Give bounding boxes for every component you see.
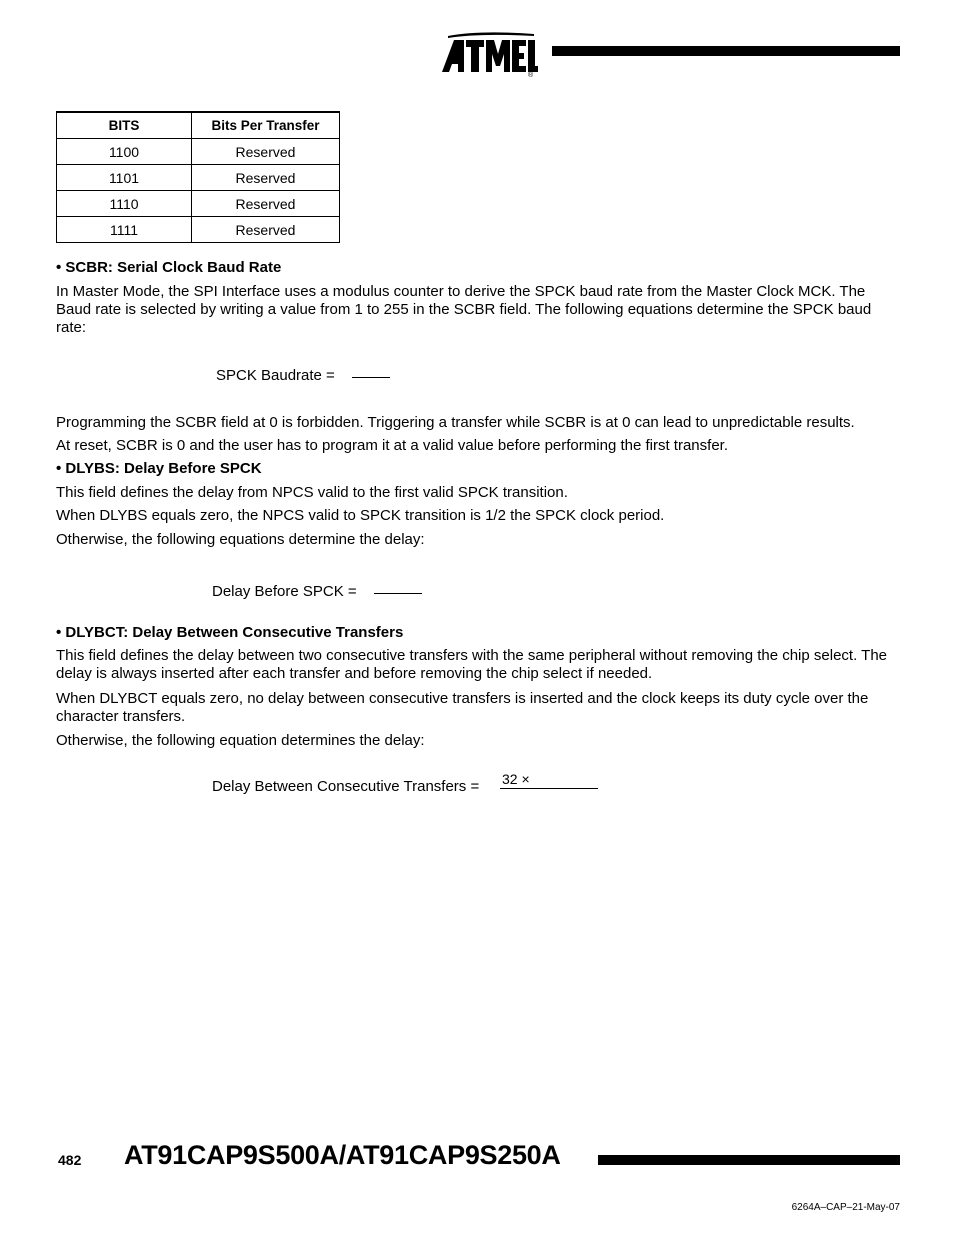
footer-rule xyxy=(598,1155,900,1165)
dlybct-paragraph-3: Otherwise, the following equation determines the delay: xyxy=(56,732,425,749)
table-cell: Reserved xyxy=(192,165,340,191)
table-cell: 1101 xyxy=(57,165,192,191)
table-header-bits-per-transfer: Bits Per Transfer xyxy=(192,112,340,139)
table-row xyxy=(57,165,340,191)
dlybct-fraction-line xyxy=(500,788,598,789)
table-header-row xyxy=(57,112,340,139)
atmel-logo xyxy=(440,30,540,78)
dlybs-paragraph-1: This field defines the delay from NPCS valid to the first valid SPCK transition. xyxy=(56,484,568,501)
table-row xyxy=(57,191,340,217)
scbr-equation-label: SPCK Baudrate = xyxy=(216,367,335,384)
document-reference: 6264A–CAP–21-May-07 xyxy=(791,1202,900,1213)
table-cell: Reserved xyxy=(192,217,340,243)
page-number: 482 xyxy=(58,1152,82,1168)
dlybct-numerator: 32 × xyxy=(502,771,530,787)
dlybct-paragraph-1: This field defines the delay between two consecutive transfers with the same peripheral without removing the chip select. The delay is always inserted after each transfer and before removing the chip select if needed. xyxy=(56,647,887,682)
header-rule xyxy=(552,46,900,56)
dlybs-heading: • DLYBS: Delay Before SPCK xyxy=(56,460,262,477)
registered-mark: ® xyxy=(528,72,534,78)
dlybs-paragraph-2: When DLYBS equals zero, the NPCS valid to SPCK transition is 1/2 the SPCK clock period. xyxy=(56,507,665,524)
dlybct-heading: • DLYBCT: Delay Between Consecutive Transfers xyxy=(56,624,404,641)
scbr-heading: • SCBR: Serial Clock Baud Rate xyxy=(56,259,282,276)
scbr-paragraph-2: Programming the SCBR field at 0 is forbidden. Triggering a transfer while SCBR is at 0 can lead to unpredictable results. xyxy=(56,414,855,431)
bits-table xyxy=(56,111,340,243)
dlybs-fraction-line xyxy=(374,593,422,594)
table-cell: 1100 xyxy=(57,139,192,165)
table-cell: 1111 xyxy=(57,217,192,243)
table-row xyxy=(57,217,340,243)
dlybct-equation-label: Delay Between Consecutive Transfers = xyxy=(212,778,480,795)
document-title: AT91CAP9S500A/AT91CAP9S250A xyxy=(124,1140,561,1170)
scbr-paragraph-1: In Master Mode, the SPI Interface uses a modulus counter to derive the SPCK baud rate from the Master Clock MCK. The Baud rate is selected by writing a value from 1 to 255 in the SCBR field. The following equations determine the SPCK baud rate: xyxy=(56,283,872,336)
table-cell: Reserved xyxy=(192,139,340,165)
table-header-bits: BITS xyxy=(57,112,192,139)
table-row xyxy=(57,139,340,165)
table-cell: 1110 xyxy=(57,191,192,217)
dlybct-paragraph-2: When DLYBCT equals zero, no delay between consecutive transfers is inserted and the clock keeps its duty cycle over the character transfers. xyxy=(56,690,869,725)
scbr-paragraph-3: At reset, SCBR is 0 and the user has to program it at a valid value before performing the first transfer. xyxy=(56,437,728,454)
dlybs-paragraph-3: Otherwise, the following equations determine the delay: xyxy=(56,531,425,548)
scbr-fraction-line xyxy=(352,377,390,378)
dlybs-equation-label: Delay Before SPCK = xyxy=(212,583,357,600)
table-cell: Reserved xyxy=(192,191,340,217)
